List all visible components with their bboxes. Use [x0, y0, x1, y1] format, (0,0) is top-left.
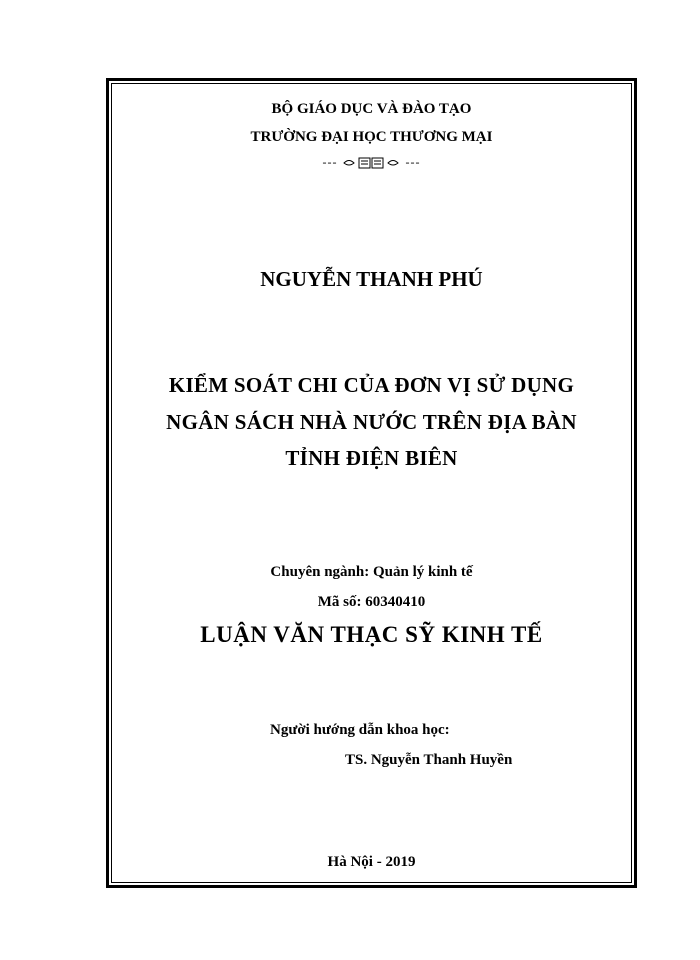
author-name: NGUYỄN THANH PHÚ [260, 267, 483, 291]
thesis-title-line-2: NGÂN SÁCH NHÀ NƯỚC TRÊN ĐỊA BÀN [166, 410, 577, 434]
university-name: TRƯỜNG ĐẠI HỌC THƯƠNG MẠI [250, 129, 493, 145]
advisor-label: Người hướng dẫn khoa học: [270, 722, 450, 738]
ornament-left-dashes: --- [322, 155, 338, 169]
thesis-title-line-1: KIỂM SOÁT CHI CỦA ĐƠN VỊ SỬ DỤNG [168, 373, 575, 397]
ornament-divider [111, 155, 632, 170]
place-date: Hà Nội - 2019 [327, 854, 416, 870]
major-code: Mã số: 60340410 [317, 594, 426, 610]
thesis-title-line-3: TỈNH ĐIỆN BIÊN [285, 446, 458, 470]
advisor-name: TS. Nguyễn Thanh Huyền [345, 752, 513, 768]
major-field: Chuyên ngành: Quản lý kinh tế [270, 564, 473, 580]
book-ornament-icon [342, 157, 402, 169]
degree-title: LUẬN VĂN THẠC SỸ KINH TẾ [200, 622, 543, 647]
ornament-right-dashes: --- [405, 155, 421, 169]
ministry-name: BỘ GIÁO DỤC VÀ ĐÀO TẠO [271, 101, 472, 117]
